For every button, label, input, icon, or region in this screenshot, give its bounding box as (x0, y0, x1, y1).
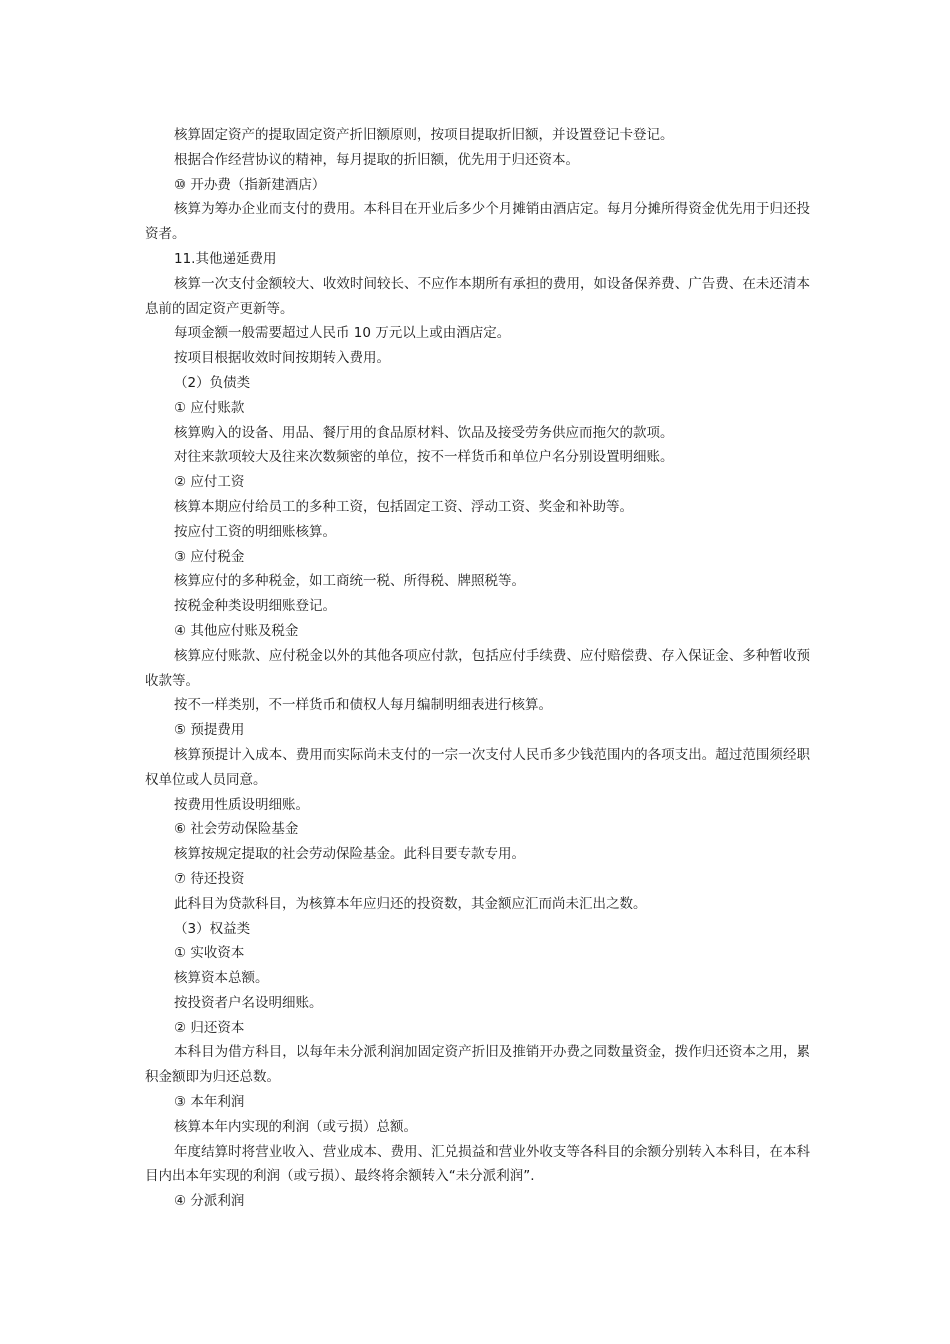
category-heading: （2）负债类 (174, 374, 251, 391)
section-heading: ④ 分派利润 (174, 1193, 245, 1210)
section-heading: ⑩ 开办费（指新建酒店） (174, 176, 326, 193)
section-heading: ① 实收资本 (174, 945, 245, 962)
document-body (145, 123, 810, 1214)
paragraph: 根据合作经营协议的精神，每月提取的折旧额，优先用于归还资本。 (174, 151, 579, 168)
paragraph: 核算固定资产的提取固定资产折旧额原则，按项目提取折旧额，并设置登记卡登记。 (174, 127, 674, 143)
paragraph: 核算一次支付金额较大、收效时间较长、不应作本期所有承担的费用，如设备保养费、广告费、在未还清本息前的固定资产更新等。 (145, 275, 810, 317)
section-heading: ⑦ 待还投资 (174, 870, 245, 887)
paragraph: 按项目根据收效时间按期转入费用。 (174, 350, 390, 367)
paragraph: 核算应付的多种税金，如工商统一税、所得税、牌照税等。 (174, 573, 525, 590)
paragraph: 本科目为借方科目，以每年未分派利润加固定资产折旧及推销开办费之同数量资金，拨作归还资本之用，累积金额即为归还总数。 (145, 1044, 810, 1086)
paragraph: 按费用性质设明细账。 (174, 796, 309, 813)
section-heading: ① 应付账款 (174, 399, 245, 416)
paragraph: 核算资本总额。 (174, 970, 269, 987)
paragraph: 核算应付账款、应付税金以外的其他各项应付款，包括应付手续费、应付赔偿费、存入保证金、多种暂收预收款等。 (145, 647, 810, 689)
paragraph: 核算本期应付给员工的多种工资，包括固定工资、浮动工资、奖金和补助等。 (174, 498, 633, 515)
paragraph: 按投资者户名设明细账。 (174, 994, 323, 1011)
section-heading: 11.其他递延费用 (174, 250, 277, 267)
paragraph: 核算预提计入成本、费用而实际尚未支付的一宗一次支付人民币多少钱范围内的各项支出。超过范围须经职权单位或人员同意。 (145, 746, 810, 788)
paragraph: 核算按规定提取的社会劳动保险基金。此科目要专款专用。 (174, 846, 525, 863)
paragraph: 按不一样类别，不一样货币和债权人每月编制明细表进行核算。 (174, 697, 552, 714)
paragraph: 此科目为贷款科目，为核算本年应归还的投资数，其金额应汇而尚未汇出之数。 (174, 895, 647, 912)
section-heading: ④ 其他应付账及税金 (174, 622, 299, 639)
section-heading: ③ 本年利润 (174, 1094, 245, 1111)
section-heading: ⑥ 社会劳动保险基金 (174, 821, 299, 838)
paragraph: 年度结算时将营业收入、营业成本、费用、汇兑损益和营业外收支等各科目的余额分别转入本科目，在本科目内出本年实现的利润（或亏损）、最终将余额转入“未分派利润”. (145, 1143, 810, 1185)
paragraph: 核算本年内实现的利润（或亏损）总额。 (174, 1118, 417, 1135)
paragraph: 按税金种类设明细账登记。 (174, 598, 336, 615)
section-heading: ② 归还资本 (174, 1019, 245, 1036)
paragraph: 对往来款项较大及往来次数频密的单位，按不一样货币和单位户名分别设置明细账。 (174, 449, 674, 466)
paragraph: 每项金额一般需要超过人民币 10 万元以上或由酒店定。 (174, 325, 511, 342)
section-heading: ② 应付工资 (174, 474, 245, 491)
section-heading: ⑤ 预提费用 (174, 722, 245, 739)
paragraph: 核算为筹办企业而支付的费用。本科目在开业后多少个月摊销由酒店定。每月分摊所得资金优先用于归还投资者。 (145, 201, 810, 243)
paragraph: 核算购入的设备、用品、餐厅用的食品原材料、饮品及接受劳务供应而拖欠的款项。 (174, 424, 674, 441)
paragraph: 按应付工资的明细账核算。 (174, 523, 336, 540)
category-heading: （3）权益类 (174, 920, 251, 937)
section-heading: ③ 应付税金 (174, 548, 245, 565)
